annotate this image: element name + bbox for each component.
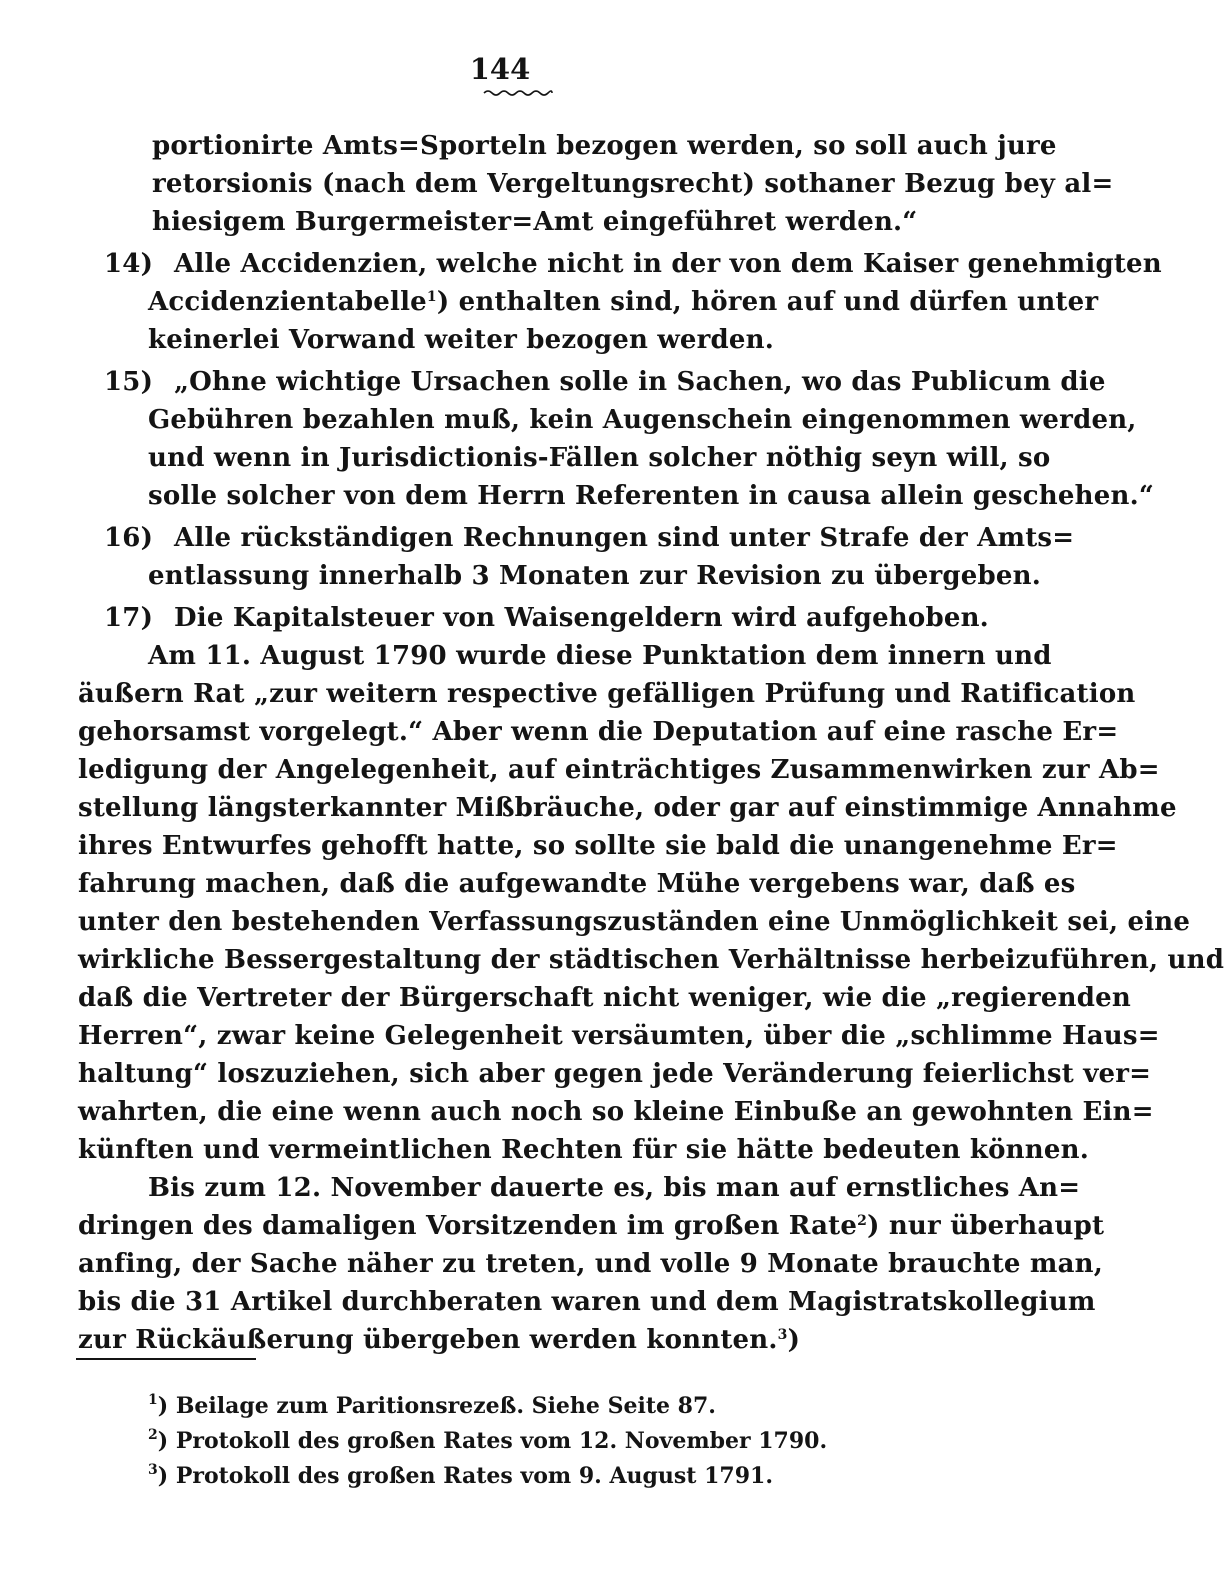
footnotes — [148, 1389, 848, 1494]
footnote-ref: 2 — [857, 1213, 868, 1229]
line-text: retorsionis (nach dem Vergeltungsrecht) sothaner Bezug bey al= — [152, 169, 1114, 199]
text-line — [78, 979, 1131, 1017]
line-text: und wenn in Jurisdictionis-Fällen solcher nöthig seyn will, so — [148, 443, 1051, 473]
footnote-text: ) Protokoll des großen Rates vom 9. August 1791. — [157, 1463, 773, 1489]
line-text: bis die 31 Artikel durchberaten waren und dem Magistratskollegium — [78, 1287, 1096, 1317]
footnote-ref: 1 — [426, 289, 437, 305]
line-text: Herren“, zwar keine Gelegenheit versäumten, über die „schlimme Haus= — [78, 1021, 1160, 1051]
item-number: 17) — [104, 603, 154, 633]
text-line — [78, 1093, 1154, 1131]
line-text: Accidenzientabelle — [148, 287, 427, 317]
text-line — [78, 321, 952, 359]
list-item-line — [78, 363, 1106, 401]
page-number-ornament — [484, 89, 552, 97]
text-line — [78, 439, 1051, 477]
line-text: hiesigem Burgermeister=Amt eingeführet werden.“ — [152, 207, 918, 237]
page-number: 144 — [469, 52, 531, 86]
footnote-text: ) Protokoll des großen Rates vom 12. November 1790. — [157, 1428, 828, 1454]
line-text: entlassung innerhalb 3 Monaten zur Revision zu übergeben. — [148, 561, 1042, 591]
line-text: unter den bestehenden Verfassungszuständen eine Unmöglichkeit sei, eine — [78, 907, 1191, 937]
list-item-line — [78, 599, 989, 637]
text-line — [78, 1055, 1152, 1093]
footnote — [148, 1424, 848, 1459]
line-text: Bis zum 12. November dauerte es, bis man auf ernstliches An= — [148, 1173, 1081, 1203]
text-line — [78, 557, 1042, 595]
line-text: ledigung der Angelegenheit, auf einträchtiges Zusammenwirken zur Ab= — [78, 755, 1160, 785]
line-text: Gebühren bezahlen muß, kein Augenschein eingenommen werden, — [148, 405, 1137, 435]
line-text: daß die Vertreter der Bürgerschaft nicht weniger, wie die „regierenden — [78, 983, 1131, 1013]
text-line — [78, 751, 1160, 789]
line-text: gehorsamst vorgelegt.“ Aber wenn die Deputation auf eine rasche Er= — [78, 717, 1119, 747]
line-text: anfing, der Sache näher zu treten, und volle 9 Monate brauchte man, — [78, 1249, 1104, 1279]
line-text: keinerlei Vorwand weiter bezogen werden. — [148, 325, 775, 355]
line-text: portionirte Amts=Sporteln bezogen werden, so soll auch jure — [152, 131, 1057, 161]
item-text: „Ohne wichtige Ursachen solle in Sachen, wo das Publicum die — [174, 367, 1106, 397]
footnote-ref: 3 — [777, 1327, 788, 1343]
line-text-continued: ) nur überhaupt — [867, 1211, 1105, 1241]
text-line — [78, 401, 1137, 439]
footnote-text: ) Beilage zum Paritionsrezeß. Siehe Seite 87. — [157, 1393, 716, 1419]
list-item-line — [78, 519, 1075, 557]
text-line — [78, 1245, 1104, 1283]
text-line — [78, 1131, 1089, 1169]
line-text: fahrung machen, daß die aufgewandte Mühe vergebens war, daß es — [78, 869, 1076, 899]
body-text — [78, 127, 1224, 1359]
footnote — [148, 1389, 848, 1424]
text-line — [78, 903, 1191, 941]
line-text: wirkliche Bessergestaltung der städtischen Verhältnisse herbeizuführen, und — [78, 945, 1224, 975]
text-line — [78, 203, 952, 241]
line-text: ihres Entwurfes gehofft hatte, so sollte sie bald die unangenehme Er= — [78, 831, 1118, 861]
item-text: Alle rückständigen Rechnungen sind unter Strafe der Amts= — [174, 523, 1075, 553]
line-text: Am 11. August 1790 wurde diese Punktation dem innern und — [148, 641, 1052, 671]
line-text-continued: ) enthalten sind, hören auf und dürfen unter — [436, 287, 1099, 317]
list-item-line — [78, 245, 1162, 283]
line-text: wahrten, die eine wenn auch noch so kleine Einbuße an gewohnten Ein= — [78, 1097, 1154, 1127]
item-text: Alle Accidenzien, welche nicht in der von dem Kaiser genehmigten — [174, 249, 1162, 279]
line-text: dringen des damaligen Vorsitzenden im großen Rate — [78, 1211, 858, 1241]
text-line — [78, 1283, 1096, 1321]
text-line — [78, 827, 1118, 865]
line-text: äußern Rat „zur weitern respective gefälligen Prüfung und Ratification — [78, 679, 1136, 709]
line-text: künften und vermeintlichen Rechten für sie hätte bedeuten können. — [78, 1135, 1089, 1165]
footnote-mark: 1 — [148, 1392, 158, 1408]
footnote-mark: 2 — [148, 1427, 158, 1443]
text-line — [78, 865, 1076, 903]
text-line — [78, 675, 1136, 713]
text-line — [78, 637, 1052, 675]
item-number: 14) — [104, 249, 154, 279]
footnote-separator — [76, 1358, 256, 1360]
item-number: 16) — [104, 523, 154, 553]
text-line — [78, 1169, 1081, 1207]
text-line — [78, 165, 1114, 203]
text-line — [78, 1207, 1105, 1245]
line-text: zur Rückäußerung übergeben werden konnten. — [78, 1325, 778, 1355]
line-text-continued: ) — [787, 1325, 801, 1355]
line-text: stellung längsterkannter Mißbräuche, oder gar auf einstimmige Annahme — [78, 793, 1177, 823]
text-line — [78, 477, 1154, 515]
text-line — [78, 941, 1224, 979]
line-text: solle solcher von dem Herrn Referenten in causa allein geschehen.“ — [148, 481, 1154, 511]
item-number: 15) — [104, 367, 154, 397]
text-line — [78, 127, 1057, 165]
footnote-mark: 3 — [148, 1462, 158, 1478]
text-line — [78, 1017, 1160, 1055]
line-text: haltung“ loszuziehen, sich aber gegen jede Veränderung feierlichst ver= — [78, 1059, 1152, 1089]
item-text: Die Kapitalsteuer von Waisengeldern wird aufgehoben. — [174, 603, 989, 633]
text-line — [78, 1321, 952, 1359]
text-line — [78, 283, 1099, 321]
text-line — [78, 713, 1119, 751]
text-line — [78, 789, 1177, 827]
footnote — [148, 1459, 848, 1494]
